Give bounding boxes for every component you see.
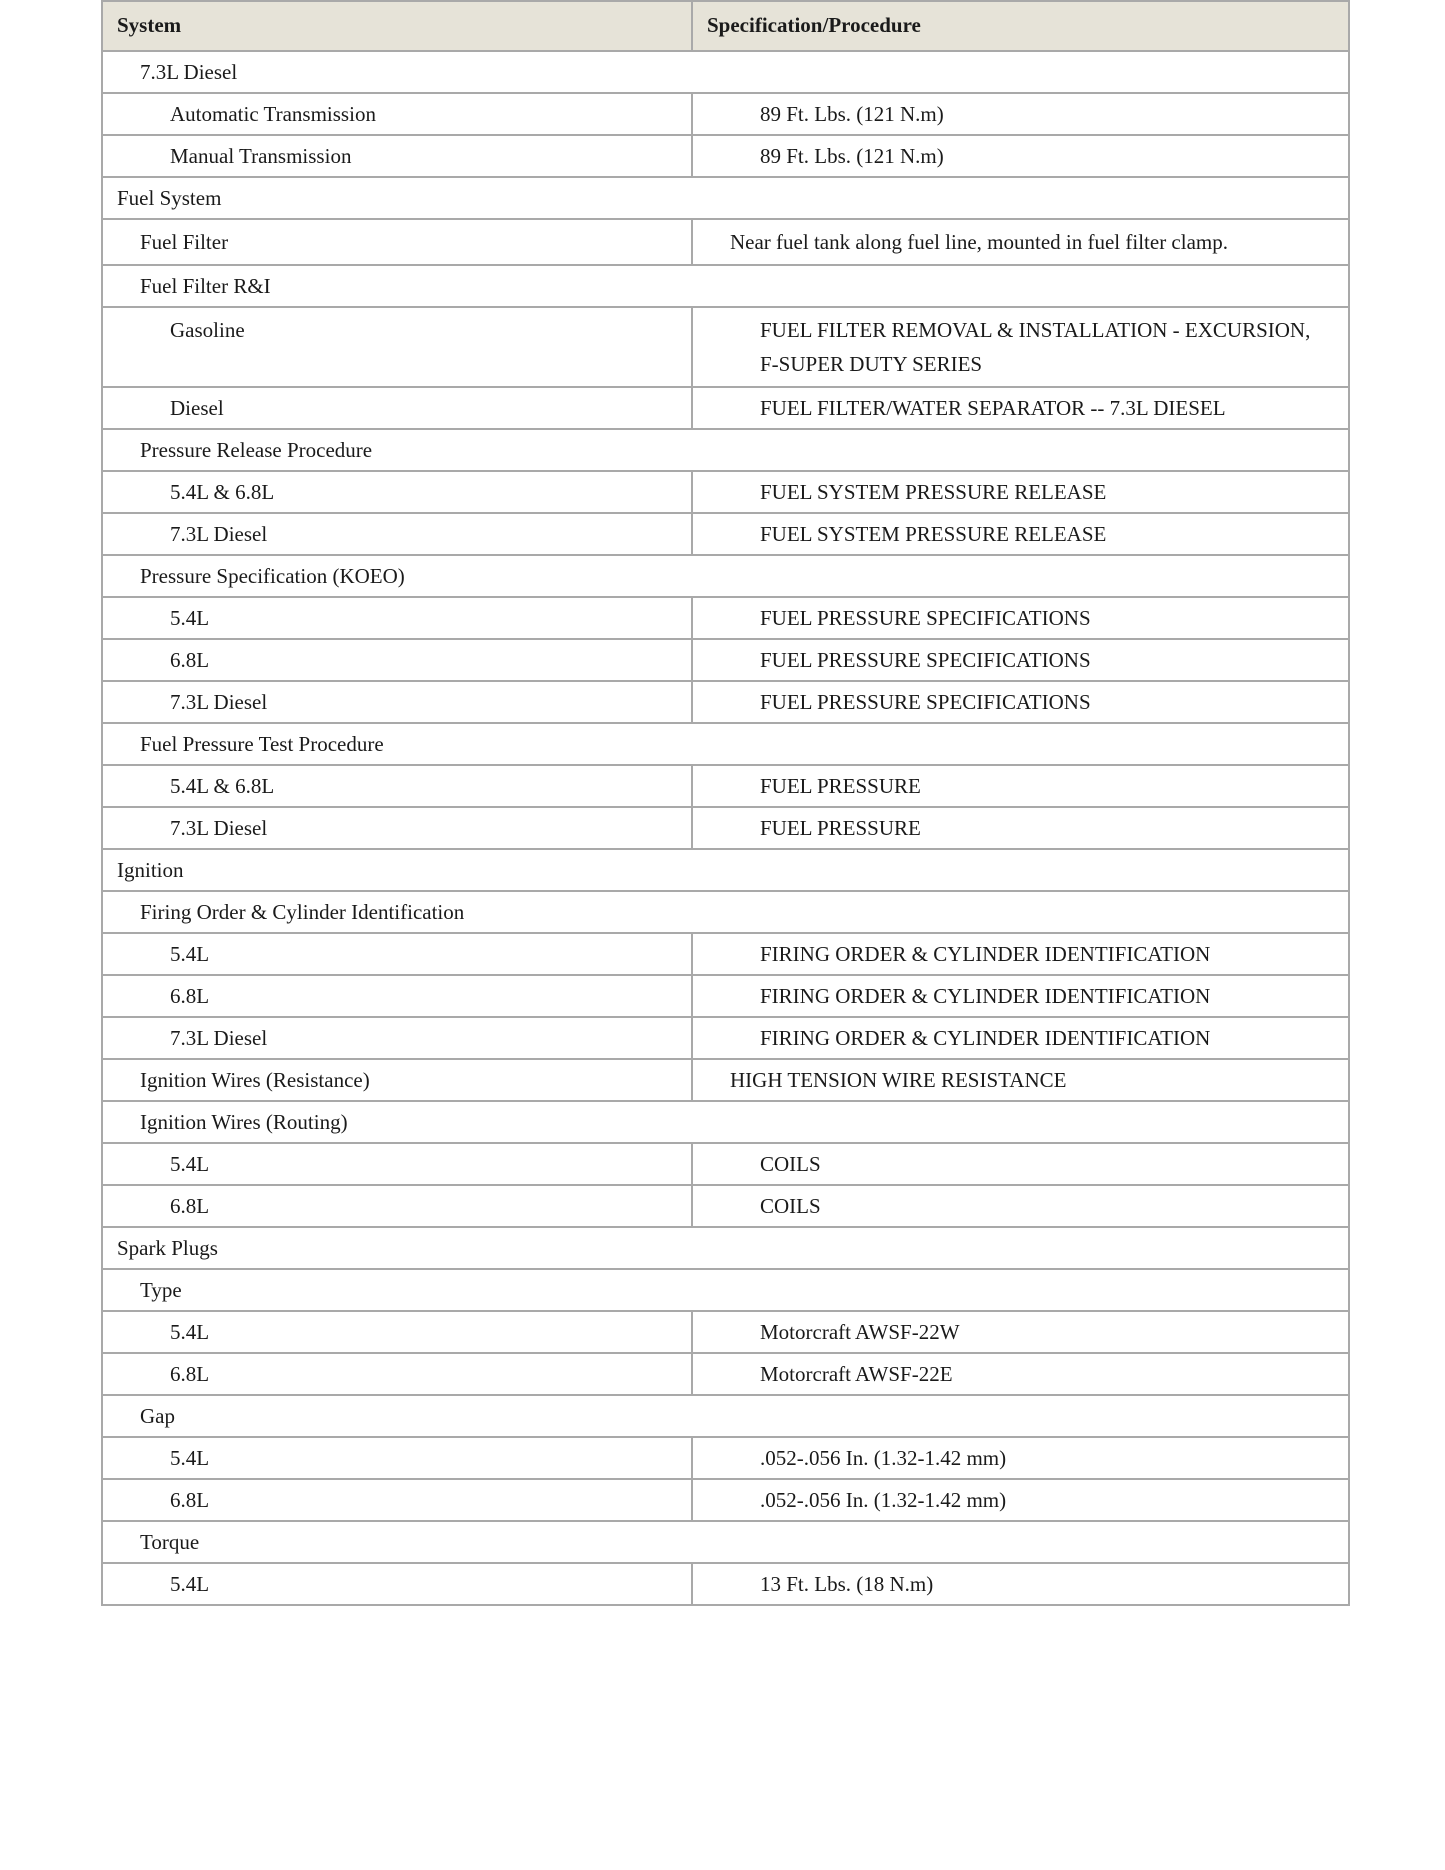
column-header-spec: Specification/Procedure — [692, 1, 1349, 51]
spec-cell: 13 Ft. Lbs. (18 N.m) — [692, 1563, 1349, 1605]
system-cell: 5.4L — [102, 1143, 692, 1185]
table-row — [102, 1185, 1349, 1227]
spec-cell: COILS — [692, 1143, 1349, 1185]
system-cell: 6.8L — [102, 975, 692, 1017]
table-row — [102, 307, 1349, 387]
system-cell: Type — [102, 1269, 1349, 1311]
spec-cell: 89 Ft. Lbs. (121 N.m) — [692, 135, 1349, 177]
spec-cell: FUEL PRESSURE SPECIFICATIONS — [692, 681, 1349, 723]
table-row — [102, 1269, 1349, 1311]
system-cell: Gap — [102, 1395, 1349, 1437]
system-cell: 6.8L — [102, 1185, 692, 1227]
table-row — [102, 93, 1349, 135]
system-cell: Fuel Pressure Test Procedure — [102, 723, 1349, 765]
spec-cell: FUEL PRESSURE SPECIFICATIONS — [692, 639, 1349, 681]
system-cell: Automatic Transmission — [102, 93, 692, 135]
spec-cell: FUEL PRESSURE — [692, 765, 1349, 807]
table-row — [102, 513, 1349, 555]
specifications-table — [101, 0, 1350, 1606]
table-row — [102, 765, 1349, 807]
table-row — [102, 723, 1349, 765]
table-row — [102, 1143, 1349, 1185]
table-row — [102, 429, 1349, 471]
table-row — [102, 1017, 1349, 1059]
system-cell: Gasoline — [102, 307, 692, 387]
table-row — [102, 807, 1349, 849]
system-cell: 7.3L Diesel — [102, 51, 1349, 93]
table-header-row — [102, 1, 1349, 51]
system-cell: 5.4L — [102, 1437, 692, 1479]
system-cell: Firing Order & Cylinder Identification — [102, 891, 1349, 933]
column-header-system: System — [102, 1, 692, 51]
table-row — [102, 135, 1349, 177]
table-row — [102, 1563, 1349, 1605]
spec-cell: FUEL FILTER REMOVAL & INSTALLATION - EXCURSION, F-SUPER DUTY SERIES — [692, 307, 1349, 387]
spec-cell: FUEL SYSTEM PRESSURE RELEASE — [692, 513, 1349, 555]
system-cell: 7.3L Diesel — [102, 513, 692, 555]
spec-cell: .052-.056 In. (1.32-1.42 mm) — [692, 1479, 1349, 1521]
system-cell: Fuel Filter — [102, 219, 692, 265]
system-cell: Diesel — [102, 387, 692, 429]
system-cell: Manual Transmission — [102, 135, 692, 177]
table-row — [102, 933, 1349, 975]
table-row — [102, 177, 1349, 219]
system-cell: Pressure Release Procedure — [102, 429, 1349, 471]
table-row — [102, 1395, 1349, 1437]
system-cell: Spark Plugs — [102, 1227, 1349, 1269]
spec-cell: .052-.056 In. (1.32-1.42 mm) — [692, 1437, 1349, 1479]
spec-cell: FUEL PRESSURE — [692, 807, 1349, 849]
table-row — [102, 1479, 1349, 1521]
table-row — [102, 387, 1349, 429]
table-row — [102, 1059, 1349, 1101]
spec-cell: FIRING ORDER & CYLINDER IDENTIFICATION — [692, 933, 1349, 975]
system-cell: 6.8L — [102, 639, 692, 681]
system-cell: 7.3L Diesel — [102, 1017, 692, 1059]
system-cell: 6.8L — [102, 1479, 692, 1521]
spec-cell: Motorcraft AWSF-22W — [692, 1311, 1349, 1353]
spec-cell: HIGH TENSION WIRE RESISTANCE — [692, 1059, 1349, 1101]
table-row — [102, 639, 1349, 681]
system-cell: 5.4L — [102, 1563, 692, 1605]
system-cell: Torque — [102, 1521, 1349, 1563]
table-row — [102, 681, 1349, 723]
table-row — [102, 51, 1349, 93]
system-cell: Fuel Filter R&I — [102, 265, 1349, 307]
system-cell: 5.4L & 6.8L — [102, 471, 692, 513]
table-row — [102, 891, 1349, 933]
spec-cell: Near fuel tank along fuel line, mounted in fuel filter clamp. — [692, 219, 1349, 265]
table-row — [102, 975, 1349, 1017]
system-cell: Ignition Wires (Routing) — [102, 1101, 1349, 1143]
system-cell: Fuel System — [102, 177, 1349, 219]
system-cell: 5.4L — [102, 933, 692, 975]
table-row — [102, 1311, 1349, 1353]
table-row — [102, 555, 1349, 597]
system-cell: Pressure Specification (KOEO) — [102, 555, 1349, 597]
system-cell: Ignition Wires (Resistance) — [102, 1059, 692, 1101]
table-row — [102, 1353, 1349, 1395]
table-row — [102, 1227, 1349, 1269]
table-row — [102, 597, 1349, 639]
table-row — [102, 471, 1349, 513]
table-row — [102, 219, 1349, 265]
spec-cell: FUEL FILTER/WATER SEPARATOR -- 7.3L DIESEL — [692, 387, 1349, 429]
spec-cell: FIRING ORDER & CYLINDER IDENTIFICATION — [692, 1017, 1349, 1059]
system-cell: Ignition — [102, 849, 1349, 891]
system-cell: 5.4L — [102, 1311, 692, 1353]
spec-cell: FUEL SYSTEM PRESSURE RELEASE — [692, 471, 1349, 513]
spec-cell: Motorcraft AWSF-22E — [692, 1353, 1349, 1395]
system-cell: 5.4L — [102, 597, 692, 639]
table-row — [102, 1521, 1349, 1563]
table-body — [102, 51, 1349, 1605]
system-cell: 7.3L Diesel — [102, 807, 692, 849]
system-cell: 6.8L — [102, 1353, 692, 1395]
spec-cell: FIRING ORDER & CYLINDER IDENTIFICATION — [692, 975, 1349, 1017]
table-row — [102, 1437, 1349, 1479]
table-row — [102, 849, 1349, 891]
spec-cell: COILS — [692, 1185, 1349, 1227]
spec-cell: FUEL PRESSURE SPECIFICATIONS — [692, 597, 1349, 639]
system-cell: 7.3L Diesel — [102, 681, 692, 723]
table-row — [102, 1101, 1349, 1143]
table-row — [102, 265, 1349, 307]
system-cell: 5.4L & 6.8L — [102, 765, 692, 807]
spec-cell: 89 Ft. Lbs. (121 N.m) — [692, 93, 1349, 135]
